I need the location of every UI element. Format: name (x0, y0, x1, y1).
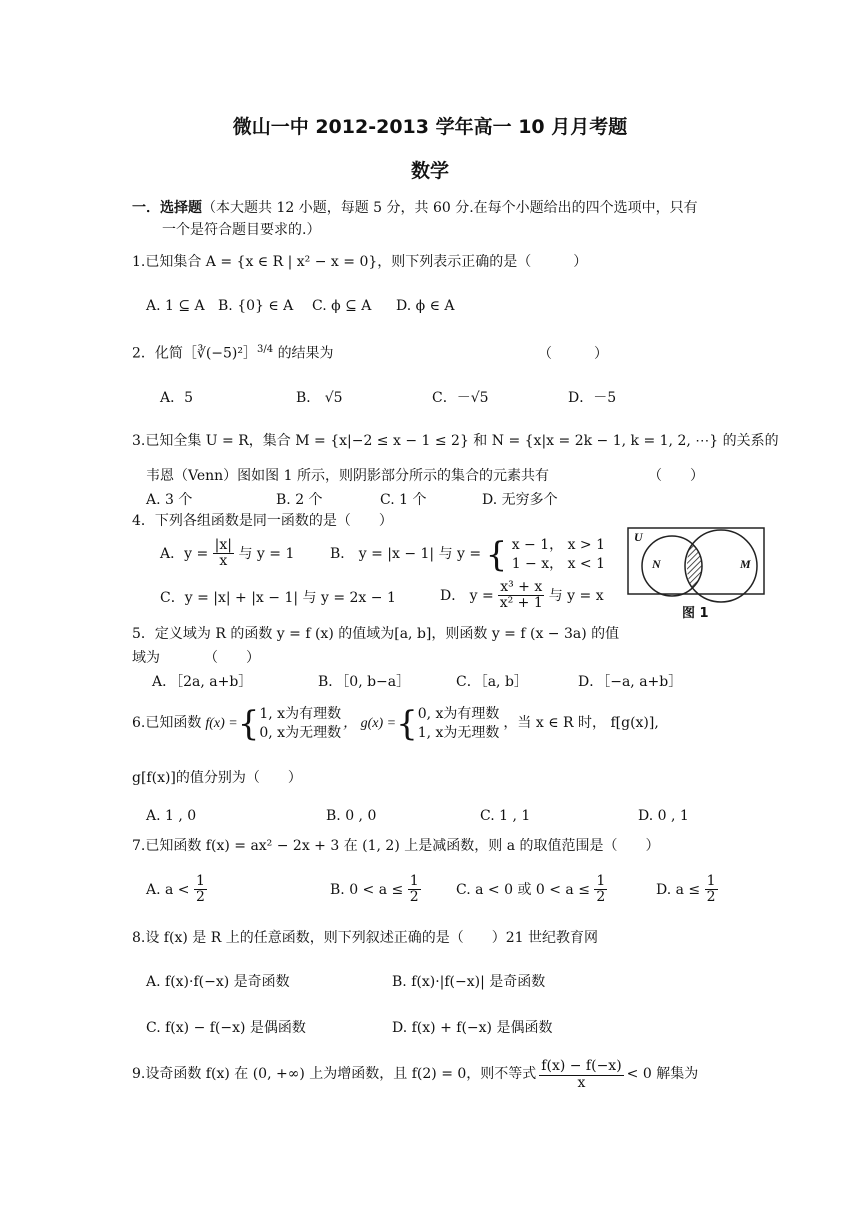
q6-tail: ，当 x ∈ R 时， f[g(x)], (503, 715, 659, 732)
q5-option-d: D．［−a, a+b］ (578, 674, 683, 690)
q3-option-b: B. 2 个 (276, 492, 323, 508)
q4-d-den: x² + 1 (499, 595, 543, 612)
q7-a-pre: A. a < (146, 881, 190, 898)
q7-b-num: 1 (409, 873, 419, 889)
q4-option-a (160, 538, 294, 570)
q7-b-den: 2 (409, 889, 419, 906)
q7-c-num: 1 (596, 873, 606, 889)
question-6-line2: g[f(x)]的值分别为（ ） (132, 770, 302, 786)
q4-option-c: C．y = |x| + |x − 1| 与 y = 2x − 1 (160, 590, 396, 606)
question-1: 1.已知集合 A = {x ∈ R | x² − x = 0}，则下列表示正确的是（ ） (132, 254, 588, 270)
q9-fraction (539, 1059, 623, 1091)
venn-label-u: U (634, 530, 643, 544)
exam-title: 微山一中 2012-2013 学年高一 10 月月考题 (232, 116, 628, 138)
q6-option-d: D. 0 , 1 (638, 808, 689, 824)
q4-a-num: |x| (214, 537, 232, 553)
q7-d-pre: D. a ≤ (656, 881, 701, 898)
q4-a-rhs: 与 y = 1 (238, 545, 295, 562)
q6-f-case2: 0, x为无理数 (259, 725, 342, 741)
q2-option-c: C．－√5 (432, 390, 489, 406)
q8-option-c: C. f(x) − f(−x) 是偶函数 (146, 1020, 306, 1036)
q8-option-d: D. f(x) + f(−x) 是偶函数 (392, 1020, 553, 1036)
question-6 (132, 700, 659, 748)
q2-text: 2．化简［∛(−5)²］ (132, 345, 258, 362)
q6-g-case1: 0, x为有理数 (417, 706, 500, 723)
q4-d-num: x³ + x (500, 579, 543, 595)
q6-option-b: B. 0 , 0 (326, 808, 377, 824)
q6-option-c: C. 1 , 1 (480, 808, 531, 824)
q6-g-cases (418, 705, 500, 743)
q9-post: < 0 解集为 (626, 1066, 699, 1083)
figure-caption: 图 1 (682, 606, 709, 621)
q4-option-d (440, 580, 604, 612)
subject-title: 数学 (410, 160, 449, 182)
q5-option-c: C．［a, b］ (456, 674, 528, 690)
q8-option-a: A. f(x)·f(−x) 是奇函数 (146, 974, 290, 990)
question-5-line2: 域为 (132, 650, 160, 666)
question-8: 8.设 f(x) 是 R 上的任意函数，则下列叙述正确的是（ ）21 世纪教育网 (132, 930, 598, 946)
q7-option-b (330, 874, 421, 906)
q4-b-case1: x − 1， x > 1 (511, 537, 606, 553)
q7-c-pre: C. a < 0 或 0 < a ≤ (456, 881, 590, 898)
q3-option-c: C. 1 个 (380, 492, 427, 508)
q7-a-fraction (194, 874, 207, 906)
q3-option-d: D. 无穷多个 (482, 492, 558, 508)
q4-d-fraction (498, 580, 544, 612)
q7-d-fraction (705, 874, 718, 906)
q9-den: x (577, 1074, 586, 1091)
q4-b-lhs: B． y = |x − 1| 与 y = (330, 546, 482, 563)
q6-f-case1: 1, x为有理数 (259, 706, 342, 723)
question-3-line2: 韦恩（Venn）图如图 1 所示，则阴影部分所示的集合的元素共有 (146, 468, 549, 484)
section-header (132, 200, 698, 218)
q8-option-b: B. f(x)·|f(−x)| 是奇函数 (392, 974, 546, 990)
question-2 (132, 344, 334, 363)
q6-f-cases (259, 705, 341, 743)
q9-pre: 9.设奇函数 f(x) 在 (0, +∞) 上为增函数，且 f(2) = 0，则不等式 (132, 1066, 537, 1083)
q4-b-case2: 1 − x， x < 1 (511, 555, 606, 572)
q4-a-den: x (219, 553, 228, 570)
q4-d-rhs: 与 y = x (548, 587, 604, 604)
q7-c-fraction (594, 874, 607, 906)
q7-option-c (456, 874, 607, 906)
question-7: 7.已知函数 f(x) = ax² − 2x + 3 在 (1, 2) 上是减函数，则 a 的取值范围是（ ） (132, 838, 660, 854)
q6-g-brace: { (396, 704, 418, 744)
q1-option-b: B. {0} ∈ A (218, 298, 294, 314)
q7-c-den: 2 (596, 889, 606, 906)
venn-label-m: M (740, 557, 751, 571)
section-note-line2: 一个是符合题目要求的.） (162, 222, 321, 238)
q6-f-brace: { (237, 704, 260, 744)
q7-a-den: 2 (196, 889, 205, 906)
q2-tail: 的结果为 (277, 345, 334, 362)
q1-option-a: A. 1 ⊆ A (146, 298, 205, 314)
q9-num: f(x) − f(−x) (541, 1058, 622, 1075)
q7-d-num: 1 (706, 873, 716, 889)
q2-option-b: B． √5 (296, 390, 343, 406)
q6-option-a: A. 1 , 0 (146, 808, 197, 824)
q4-b-brace: { (485, 534, 508, 575)
q4-d-lhs: D． y = (440, 587, 494, 604)
q2-option-d: D．－5 (568, 390, 617, 406)
question-5-line1: 5．定义域为 R 的函数 y = f (x) 的值域为[a, b]，则函数 y = f (x − 3a) 的值 (132, 626, 620, 642)
q2-exponent: 3/4 (257, 344, 274, 355)
venn-label-n: N (652, 557, 661, 571)
q4-option-b (330, 536, 605, 574)
q6-pre: 6.已知函数 (132, 715, 202, 732)
q5-option-b: B．［0, b−a］ (318, 674, 411, 690)
q4-a-lhs: A．y = (160, 545, 209, 562)
venn-figure (624, 524, 772, 628)
q6-g-case2: 1, x为无理数 (417, 725, 500, 741)
q2-option-a: A．5 (160, 390, 194, 406)
q1-option-c: C. ϕ ⊆ A (312, 298, 372, 314)
q3-option-a: A. 3 个 (146, 492, 193, 508)
q7-option-d (656, 874, 718, 906)
section-heading: 一．选择题 (132, 200, 202, 216)
q7-b-pre: B. 0 < a ≤ (330, 881, 404, 898)
question-3-line1: 3.已知全集 U = R，集合 M = {x|−2 ≤ x − 1 ≤ 2} 和 N = {x|x = 2k − 1, k = 1, 2, ⋯} 的关系的 (132, 433, 779, 449)
q1-option-d: D. ϕ ∈ A (396, 298, 455, 314)
q6-g-label: ， g(x) = (343, 716, 397, 732)
q4-b-cases (512, 536, 605, 574)
section-note-line1: （本大题共 12 小题，每题 5 分，共 60 分.在每个小题给出的四个选项中，只有 (202, 200, 698, 216)
q7-d-den: 2 (706, 889, 716, 906)
question-4: 4．下列各组函数是同一函数的是（ ） (132, 513, 393, 529)
q5-answer-paren: （ ） (204, 650, 260, 666)
q7-option-a (146, 874, 207, 906)
q7-b-fraction (408, 874, 421, 906)
q6-f-label: f(x) = (205, 716, 238, 732)
q4-a-fraction (213, 538, 234, 570)
question-9 (132, 1054, 698, 1096)
q7-a-num: 1 (196, 873, 205, 889)
q5-option-a: A．［2a, a+b］ (152, 674, 253, 690)
q3-answer-paren: （ ） (648, 468, 704, 484)
q2-answer-paren: （ ） (538, 346, 608, 362)
